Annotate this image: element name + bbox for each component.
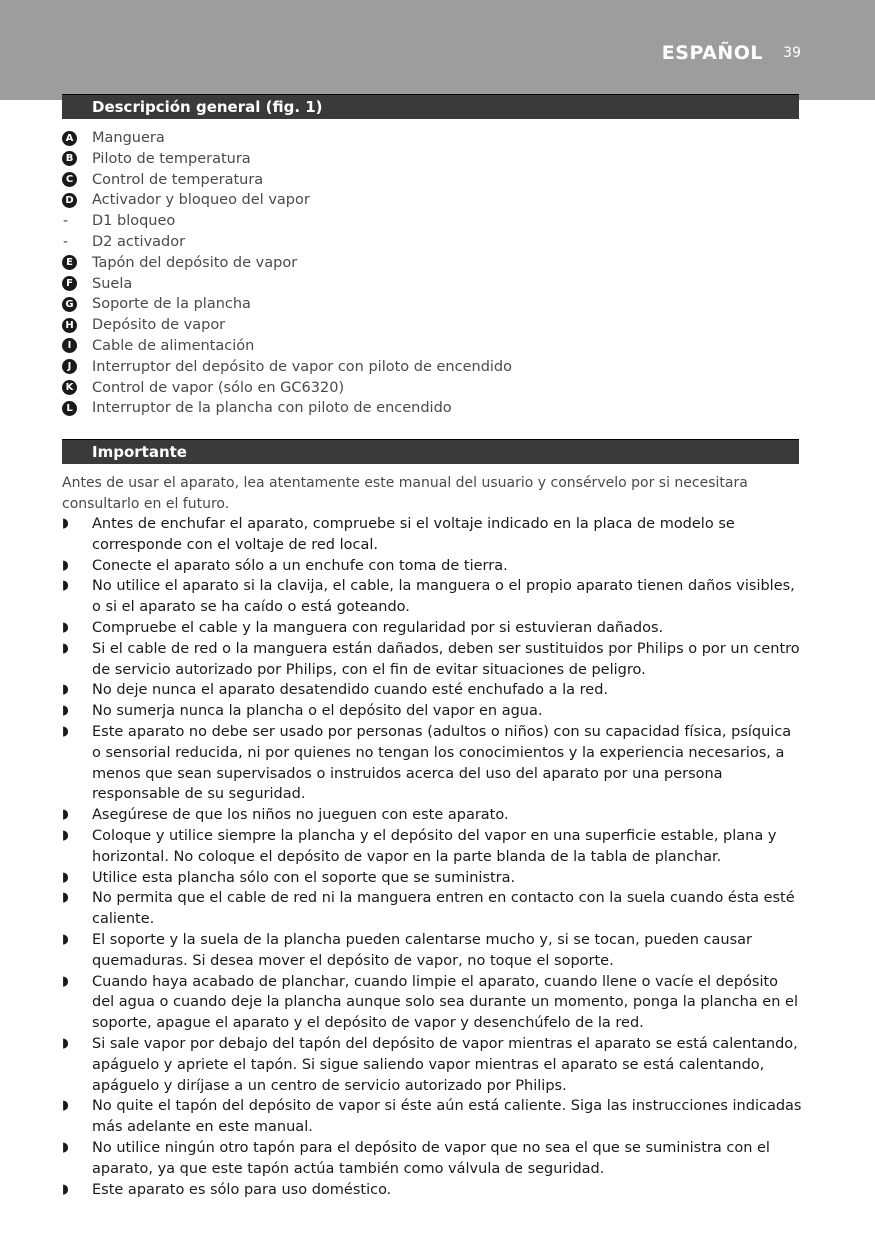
- page-number: 39: [783, 45, 801, 61]
- dash-marker: -: [63, 233, 69, 250]
- important-intro: Antes de usar el aparato, lea atentamente este manual del usuario y consérvelo por si necesitara consultarlo en el futuro.: [62, 475, 748, 512]
- part-label: Control de temperatura: [92, 171, 264, 188]
- part-item: [62, 190, 799, 211]
- bullet-icon: ◗: [62, 682, 69, 698]
- safety-rule: [62, 639, 802, 681]
- part-letter-badge: I: [62, 338, 77, 353]
- page-header-band: [0, 0, 875, 100]
- part-label: Manguera: [92, 130, 165, 146]
- part-item: [62, 378, 799, 399]
- part-label: Soporte de la plancha: [92, 296, 251, 313]
- dash-marker: -: [63, 213, 69, 230]
- safety-rule-text: El soporte y la suela de la plancha pueden calentarse mucho y, si se tocan, pueden causar quemaduras. Si desea mover el depósito de vapor, no toque el soporte.: [92, 931, 752, 969]
- safety-rule: [62, 1034, 802, 1096]
- safety-rule-text: No permita que el cable de red ni la manguera entren en contacto con la suela cuando ésta esté caliente.: [92, 890, 795, 928]
- part-label: Tapón del depósito de vapor: [92, 254, 298, 271]
- part-letter-badge: K: [62, 380, 77, 395]
- safety-rule-text: Si sale vapor por debajo del tapón del depósito de vapor mientras el aparato se está calentando, apáguelo y apriete el tapón. Si sigue saliendo vapor mientras el aparato se está calentando, apáguelo y diríjase a un centro de servicio autorizado por Philips.: [92, 1035, 798, 1094]
- safety-rules-list: [62, 514, 802, 1200]
- part-letter-badge: J: [62, 359, 77, 374]
- language-label: ESPAÑOL: [661, 42, 763, 64]
- part-letter-badge: G: [62, 297, 77, 312]
- part-letter-badge: B: [62, 151, 77, 166]
- safety-rule: [62, 576, 802, 618]
- part-item: [62, 170, 799, 191]
- safety-rule-text: Si el cable de red o la manguera están dañados, deben ser sustituidos por Philips o por un centro de servicio autorizado por Philips, con el fin de evitar situaciones de peligro.: [92, 640, 800, 678]
- overview-heading: Descripción general (fig. 1): [62, 94, 799, 119]
- bullet-icon: ◗: [62, 619, 69, 635]
- part-label: D2 activador: [92, 233, 186, 250]
- part-item: [62, 274, 799, 295]
- safety-rule-text: Compruebe el cable y la manguera con regularidad por si estuvieran dañados.: [92, 619, 664, 636]
- bullet-icon: ◗: [62, 557, 69, 573]
- bullet-icon: ◗: [62, 973, 69, 989]
- safety-rule-text: No quite el tapón del depósito de vapor si éste aún está caliente. Siga las instrucciones indicadas más adelante en este manual.: [92, 1098, 802, 1136]
- safety-rule-text: No utilice el aparato si la clavija, el cable, la manguera o el propio aparato tienen daños visibles, o si el aparato se ha caído o está goteando.: [92, 578, 795, 616]
- bullet-icon: ◗: [62, 931, 69, 947]
- part-label: Interruptor del depósito de vapor con piloto de encendido: [92, 358, 512, 375]
- bullet-icon: ◗: [62, 890, 69, 906]
- safety-rule-text: Este aparato es sólo para uso doméstico.: [92, 1181, 392, 1198]
- safety-rule: [62, 868, 802, 889]
- bullet-icon: ◗: [62, 723, 69, 739]
- part-letter-badge: L: [62, 401, 77, 416]
- bullet-icon: ◗: [62, 578, 69, 594]
- safety-rule-text: Conecte el aparato sólo a un enchufe con toma de tierra.: [92, 557, 508, 574]
- safety-rule-text: Antes de enchufar el aparato, compruebe si el voltaje indicado en la placa de modelo se corresponde con el voltaje de red local.: [92, 516, 735, 553]
- safety-rule: [62, 701, 802, 722]
- safety-rule: [62, 680, 802, 701]
- safety-rule: [62, 722, 802, 805]
- bullet-icon: ◗: [62, 1139, 69, 1155]
- safety-rule: [62, 1180, 802, 1201]
- safety-rule-text: No deje nunca el aparato desatendido cuando esté enchufado a la red.: [92, 682, 609, 699]
- part-label: Suela: [92, 275, 133, 292]
- part-item: [62, 253, 799, 274]
- safety-rule: [62, 514, 802, 556]
- safety-rule-text: No sumerja nunca la plancha o el depósito del vapor en agua.: [92, 703, 543, 720]
- part-label: Activador y bloqueo del vapor: [92, 192, 310, 209]
- bullet-icon: ◗: [62, 640, 69, 656]
- part-label: D1 bloqueo: [92, 213, 176, 230]
- part-item: [62, 149, 799, 170]
- bullet-icon: ◗: [62, 516, 69, 531]
- parts-list: [62, 128, 799, 419]
- part-label: Depósito de vapor: [92, 317, 226, 334]
- bullet-icon: ◗: [62, 869, 69, 885]
- safety-rule: [62, 972, 802, 1034]
- safety-rule-text: Coloque y utilice siempre la plancha y el depósito del vapor en una superficie estable, plana y horizontal. No coloque el depósito de vapor en la parte blanda de la tabla de planchar.: [92, 827, 777, 865]
- safety-rule-text: Cuando haya acabado de planchar, cuando limpie el aparato, cuando llene o vacíe el depósito del agua o cuando deje la plancha aunque solo sea durante un momento, ponga la plancha en el soporte, apague el aparato y el depósito de vapor y desenchúfelo de la red.: [92, 973, 798, 1032]
- safety-rule-text: No utilice ningún otro tapón para el depósito de vapor que no sea el que se suministra con el aparato, ya que este tapón actúa también como válvula de seguridad.: [92, 1139, 770, 1177]
- part-item: [62, 398, 799, 419]
- safety-rule-text: Este aparato no debe ser usado por personas (adultos o niños) con su capacidad física, psíquica o sensorial reducida, ni por quienes no tengan los conocimientos y la experiencia necesarios, a menos que sean supervisados o instruidos acerca del uso del aparato por una persona responsable de su seguridad.: [92, 723, 792, 803]
- safety-rule: [62, 1096, 802, 1138]
- part-letter-badge: A: [62, 131, 77, 146]
- part-label: Interruptor de la plancha con piloto de encendido: [92, 400, 452, 417]
- safety-rule: [62, 805, 802, 826]
- bullet-icon: ◗: [62, 807, 69, 823]
- bullet-icon: ◗: [62, 1098, 69, 1114]
- safety-rule: [62, 888, 802, 930]
- part-item: [62, 128, 799, 149]
- part-item: [62, 211, 799, 232]
- part-letter-badge: C: [62, 172, 77, 187]
- safety-rule: [62, 826, 802, 868]
- part-item: [62, 315, 799, 336]
- bullet-icon: ◗: [62, 703, 69, 719]
- part-letter-badge: F: [62, 276, 77, 291]
- part-item: [62, 357, 799, 378]
- safety-rule: [62, 618, 802, 639]
- part-letter-badge: E: [62, 255, 77, 270]
- part-item: [62, 294, 799, 315]
- part-label: Piloto de temperatura: [92, 150, 251, 167]
- safety-rule-text: Utilice esta plancha sólo con el soporte que se suministra.: [92, 869, 516, 886]
- bullet-icon: ◗: [62, 1035, 69, 1051]
- safety-rule-text: Asegúrese de que los niños no jueguen con este aparato.: [92, 807, 509, 824]
- part-item: [62, 336, 799, 357]
- part-label: Control de vapor (sólo en GC6320): [92, 379, 345, 396]
- safety-rule: [62, 556, 802, 577]
- part-label: Cable de alimentación: [92, 337, 255, 354]
- safety-rule: [62, 930, 802, 972]
- important-heading: Importante: [62, 439, 799, 464]
- bullet-icon: ◗: [62, 827, 69, 843]
- part-letter-badge: H: [62, 318, 77, 333]
- safety-rule: [62, 1138, 802, 1180]
- part-letter-badge: D: [62, 193, 77, 208]
- bullet-icon: ◗: [62, 1181, 69, 1197]
- part-item: [62, 232, 799, 253]
